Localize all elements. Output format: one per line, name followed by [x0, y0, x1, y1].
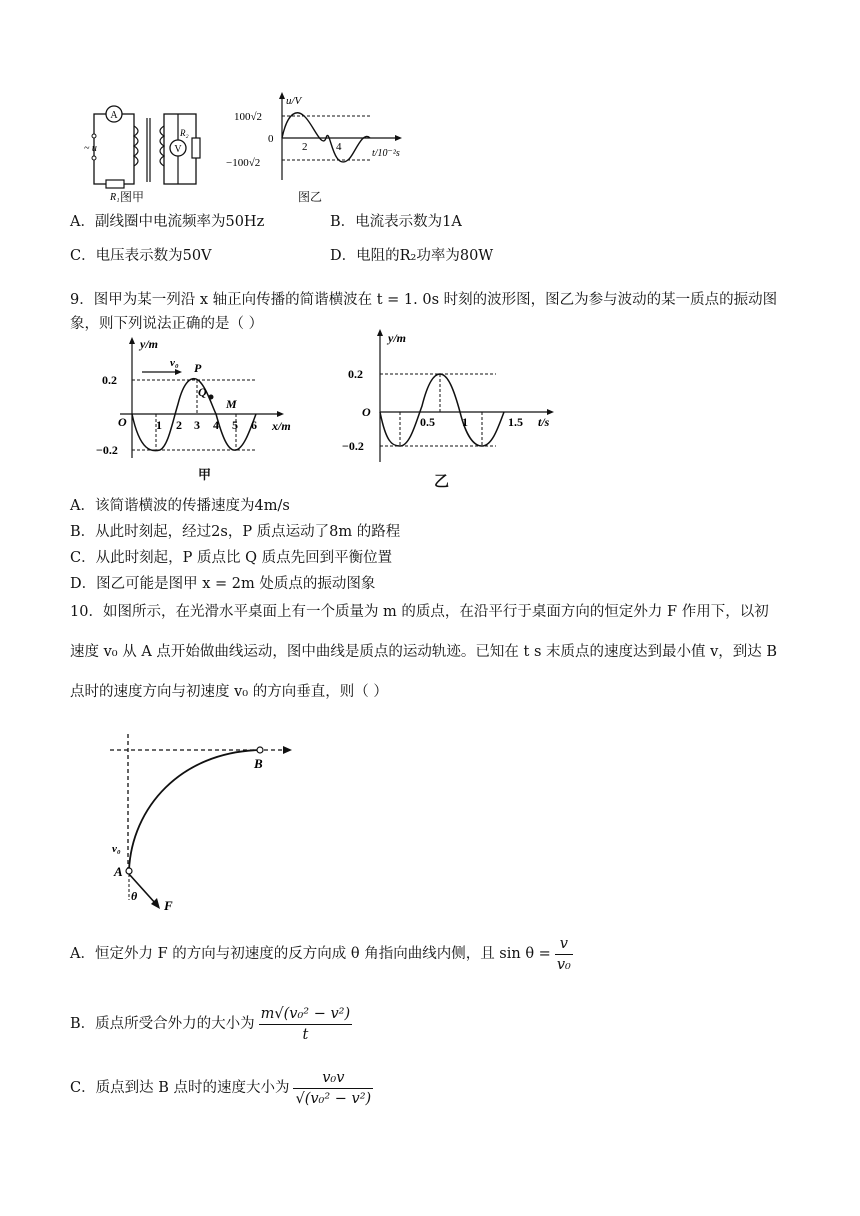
q9-yi-x-axis: t/s	[538, 415, 550, 429]
primary-wire	[94, 114, 134, 184]
q9-point-q: Q	[198, 385, 207, 399]
q9-jia-x-tick-6: 6	[251, 418, 257, 432]
q10-option-c-numerator: v₀v	[322, 1069, 345, 1086]
q10-label-b: B	[254, 756, 263, 771]
q9-fig-yi-caption: 乙	[434, 472, 450, 490]
q10-option-a-denominator: v₀	[555, 954, 573, 975]
q9-jia-x-tick-3: 3	[194, 418, 200, 432]
q9-yi-x-tick-1: 1	[462, 415, 468, 429]
q10-label-f: F	[164, 898, 173, 913]
q9-yi-y-tick-top: 0.2	[348, 367, 363, 381]
q8-y-tick-bottom: −100√2	[226, 157, 261, 169]
q8-x-tick-2: 2	[302, 141, 308, 153]
voltmeter-label: V	[174, 144, 182, 155]
q9-jia-x-tick-4: 4	[213, 418, 219, 432]
source-label: ~ u	[84, 143, 97, 154]
q9-velocity-label: v₀	[170, 357, 179, 369]
q9-fig-jia-caption: 甲	[198, 468, 212, 483]
q10-stem-line-3: 点时的速度方向与初速度 v₀ 的方向垂直，则（ ）	[70, 684, 388, 700]
q10-option-a-text: A．恒定外力 F 的方向与初速度的反方向成 θ 角指向曲线内侧，且 sin θ =	[70, 946, 551, 962]
q8-option-d: D．电阻的R₂功率为80W	[330, 248, 494, 264]
q10-label-theta: θ	[131, 889, 138, 903]
q8-x-axis-label: t/10⁻²s	[372, 148, 400, 159]
q8-y-tick-zero: 0	[268, 133, 274, 145]
r1-label: R₁	[110, 192, 120, 203]
q10-option-b-numerator: m√(v₀² − v²)	[260, 1005, 351, 1022]
q9-point-p: P	[194, 361, 202, 375]
q9-stem-line-2: 象，则下列说法正确的是（ ）	[70, 316, 264, 332]
q8-x-tick-4: 4	[336, 141, 342, 153]
q10-option-b-fraction	[259, 1004, 353, 1045]
q8-voltage-graph	[222, 90, 422, 186]
q9-jia-y-tick-bottom: −0.2	[96, 443, 118, 457]
q10-option-c-text: C．质点到达 B 点时的速度大小为	[70, 1080, 290, 1096]
q10-label-a: A	[114, 864, 123, 879]
ammeter-label: A	[110, 110, 118, 121]
q9-jia-x-tick-1: 1	[156, 418, 162, 432]
q10-stem-line-2: 速度 v₀ 从 A 点开始做曲线运动，图中曲线是质点的运动轨迹。已知在 t s 末质点的速度达到最小值 v，到达 B	[70, 644, 778, 660]
q9-wave-curve	[132, 379, 256, 451]
q10-option-c	[70, 1066, 373, 1110]
q10-point-b	[257, 747, 263, 753]
q9-jia-x-tick-5: 5	[232, 418, 238, 432]
q10-point-a	[126, 868, 132, 874]
q9-yi-origin: O	[362, 405, 371, 419]
q9-option-a: A．该简谐横波的传播速度为4m/s	[70, 498, 290, 514]
q9-point-m: M	[226, 397, 237, 411]
q10-trajectory-figure	[100, 728, 310, 918]
q9-option-b: B．从此时刻起，经过2s，P 质点运动了8m 的路程	[70, 524, 401, 540]
q10-option-a-fraction	[555, 934, 573, 975]
q10-option-b-denominator: t	[259, 1024, 353, 1045]
q9-option-d: D．图乙可能是图甲 x = 2m 处质点的振动图象	[70, 576, 376, 592]
q10-option-c-fraction	[293, 1068, 373, 1109]
q8-option-b: B．电流表示数为1A	[330, 214, 462, 230]
q8-option-c: C．电压表示数为50V	[70, 248, 212, 264]
q9-vibration-curve	[380, 374, 504, 446]
q10-option-b	[70, 1002, 352, 1046]
q9-jia-y-tick-top: 0.2	[102, 373, 117, 387]
q8-sine-curve	[282, 113, 370, 162]
q10-trajectory-curve	[129, 750, 260, 870]
q8-y-tick-top: 100√2	[234, 111, 263, 123]
q10-stem-line-1: 10．如图所示，在光滑水平桌面上有一个质量为 m 的质点，在沿平行于桌面方向的恒定外力 F 作用下，以初	[70, 604, 769, 620]
q9-option-c: C．从此时刻起，P 质点比 Q 质点先回到平衡位置	[70, 550, 393, 566]
q10-label-v0: v₀	[112, 843, 121, 855]
r2-label: R₂	[180, 128, 189, 138]
q10-option-c-denominator: √(v₀² − v²)	[293, 1088, 373, 1109]
q9-jia-origin: O	[118, 415, 127, 429]
q9-yi-y-tick-bottom: −0.2	[342, 439, 364, 453]
q9-yi-y-axis: y/m	[388, 331, 406, 345]
resistor-r2-icon	[192, 138, 200, 158]
q9-vibration-graph	[336, 326, 566, 466]
q8-circuit-figure	[80, 96, 210, 206]
q10-option-b-text: B．质点所受合外力的大小为	[70, 1016, 255, 1032]
q10-option-a-numerator: v	[559, 935, 568, 952]
q8-y-axis-label: u/V	[286, 95, 302, 107]
q9-jia-x-axis: x/m	[272, 419, 291, 433]
q8-fig-yi-caption: 图乙	[298, 190, 323, 204]
q9-yi-x-tick-05: 0.5	[420, 415, 435, 429]
resistor-r1-icon	[106, 180, 124, 188]
q8-option-a: A．副线圈中电流频率为50Hz	[70, 214, 265, 230]
q9-jia-y-axis: y/m	[140, 337, 158, 351]
q9-yi-x-tick-15: 1.5	[508, 415, 523, 429]
q8-fig-jia-caption: 图甲	[120, 190, 145, 204]
q10-option-a	[70, 932, 573, 976]
q9-wave-graph	[96, 334, 316, 464]
q9-jia-x-tick-2: 2	[176, 418, 182, 432]
q9-stem-line-1: 9．图甲为某一列沿 x 轴正向传播的简谐横波在 t = 1. 0s 时刻的波形图，图乙为参与波动的某一质点的振动图	[70, 292, 778, 308]
